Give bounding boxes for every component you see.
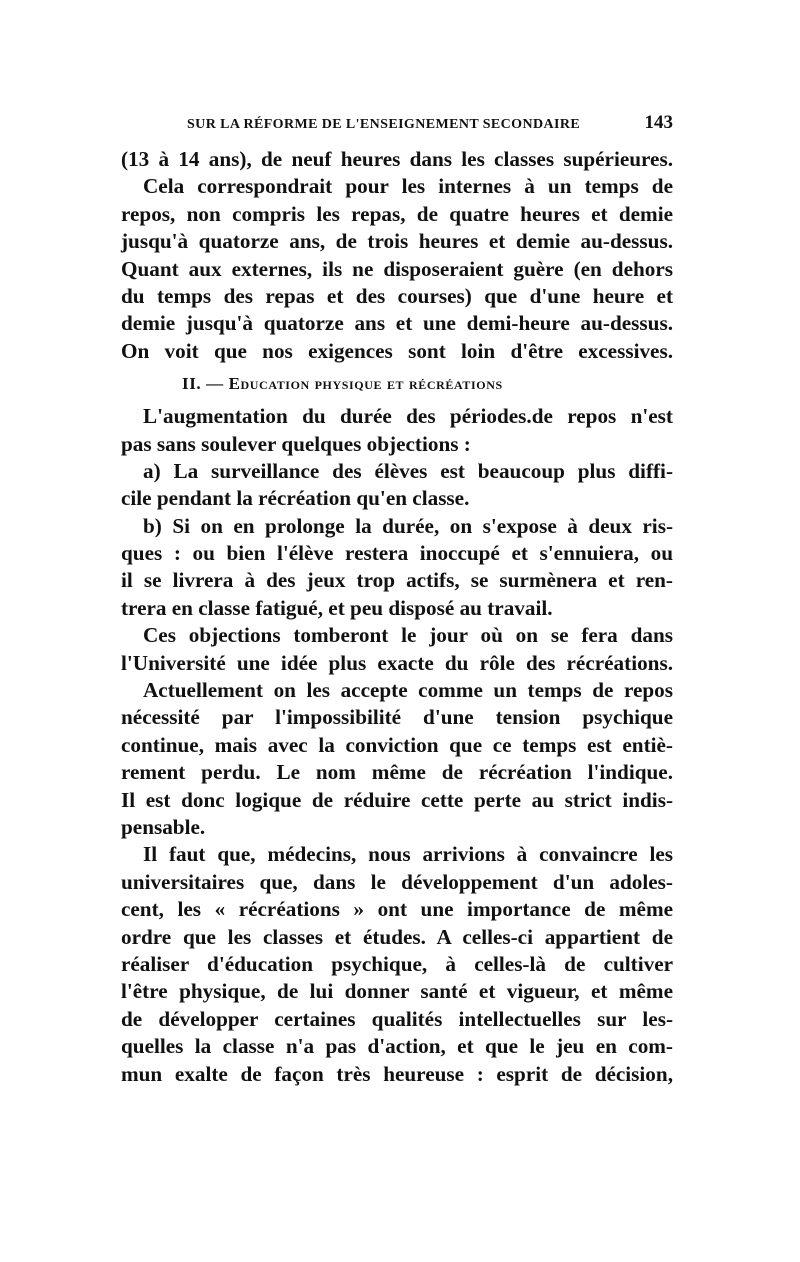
section-heading bbox=[121, 365, 673, 403]
text-line: l'Université une idée plus exacte du rôle des récréations. bbox=[121, 650, 673, 675]
text-line: réaliser d'éducation psychique, à celles-là de cultiver bbox=[121, 951, 673, 976]
running-title: SUR LA RÉFORME DE L'ENSEIGNEMENT SECONDAIRE bbox=[187, 117, 581, 132]
text-line: trera en classe fatigué, et peu disposé au travail. bbox=[121, 595, 553, 620]
paragraph bbox=[121, 677, 673, 841]
paragraph bbox=[121, 403, 673, 458]
text-line: jusqu'à quatorze ans, de trois heures et demie au-dessus. bbox=[121, 229, 673, 254]
text-line: du temps des repas et des courses) que d'une heure et bbox=[121, 283, 673, 308]
text-line: quelles la classe n'a pas d'action, et que le jeu en com- bbox=[121, 1034, 673, 1059]
text-line: Il est donc logique de réduire cette perte au strict indis- bbox=[121, 787, 673, 812]
text-line: repos, non compris les repas, de quatre heures et demie bbox=[121, 201, 673, 226]
text-line: de développer certaines qualités intellectuelles sur les- bbox=[121, 1006, 673, 1031]
text-line: Quant aux externes, ils ne disposeraient guère (en dehors bbox=[121, 256, 673, 281]
text-line: On voit que nos exigences sont loin d'être excessives. bbox=[121, 338, 673, 363]
text-line: continue, mais avec la conviction que ce temps est entiè- bbox=[121, 732, 673, 757]
book-page bbox=[121, 112, 673, 1088]
text-line: ques : ou bien l'élève restera inoccupé et s'ennuiera, ou bbox=[121, 541, 673, 566]
text-line: il se livrera à des jeux trop actifs, se surmènera et ren- bbox=[121, 568, 673, 593]
paragraph bbox=[121, 622, 673, 677]
text-line: (13 à 14 ans), de neuf heures dans les classes supérieures. bbox=[121, 147, 673, 171]
text-line: b) Si on en prolonge la durée, on s'expose à deux ris- bbox=[143, 513, 673, 538]
text-line: mun exalte de façon très heureuse : esprit de décision, bbox=[121, 1061, 673, 1086]
text-line: demie jusqu'à quatorze ans et une demi-heure au-dessus. bbox=[121, 311, 673, 336]
running-head bbox=[121, 112, 673, 146]
text-line: ordre que les classes et études. A celles-ci appartient de bbox=[121, 924, 673, 949]
text-line: a) La surveillance des élèves est beaucoup plus diffi- bbox=[143, 458, 673, 483]
text-line: universitaires que, dans le développement d'un adoles- bbox=[121, 869, 673, 894]
text-line: cent, les « récréations » ont une importance de même bbox=[121, 897, 673, 922]
paragraph bbox=[121, 458, 673, 513]
text-line: L'augmentation du durée des périodes.de repos n'est bbox=[143, 404, 673, 429]
text-line: nécessité par l'impossibilité d'une tension psychique bbox=[121, 705, 673, 730]
text-line: cile pendant la récréation qu'en classe. bbox=[121, 486, 470, 511]
text-line: Cela correspondrait pour les internes à un temps de bbox=[143, 174, 673, 199]
paragraph bbox=[121, 841, 673, 1088]
text-line: Il faut que, médecins, nous arrivions à convaincre les bbox=[143, 842, 673, 867]
page-number: 143 bbox=[644, 112, 673, 133]
text-line: rement perdu. Le nom même de récréation l'indique. bbox=[121, 760, 673, 785]
paragraph bbox=[121, 146, 673, 365]
text-line: pas sans soulever quelques objections : bbox=[121, 431, 471, 456]
text-line: Ces objections tomberont le jour où on se fera dans bbox=[143, 623, 673, 648]
text-line: pensable. bbox=[121, 814, 206, 839]
text-line: l'être physique, de lui donner santé et vigueur, et même bbox=[121, 979, 673, 1004]
paragraph bbox=[121, 513, 673, 623]
text-line: Actuellement on les accepte comme un temps de repos bbox=[143, 678, 673, 703]
section-heading-text: II. — Education physique et récréations bbox=[182, 374, 503, 394]
